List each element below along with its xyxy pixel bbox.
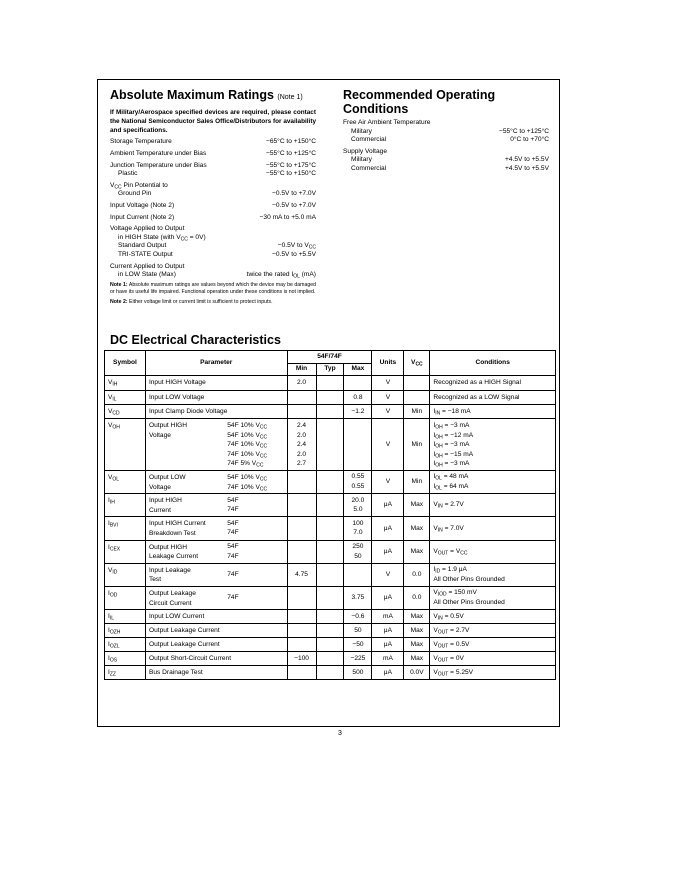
cell-vcc: Min bbox=[404, 419, 430, 471]
table-row bbox=[105, 624, 556, 638]
cell-vcc: Max bbox=[404, 517, 430, 540]
header-min: Min bbox=[287, 363, 316, 376]
table-row bbox=[105, 652, 556, 666]
amr-warning: If Military/Aerospace specified devices are required, please contact the National Semiconductor Sales Office/Distributors for availability and specifications. bbox=[110, 109, 316, 134]
cell-min bbox=[287, 391, 316, 405]
table-row bbox=[105, 586, 556, 609]
cell-max: 20.0 5.0 bbox=[344, 494, 372, 517]
header-max: Max bbox=[344, 363, 372, 376]
cell-units: μA bbox=[372, 666, 404, 680]
cell-conditions: $V_{OUT} = 2.7V$ bbox=[430, 624, 556, 638]
roc-row: Free Air Ambient Temperature bbox=[343, 119, 431, 126]
cell-min bbox=[287, 405, 316, 419]
content-frame bbox=[97, 79, 560, 727]
table-row bbox=[105, 638, 556, 652]
cell-variant: 74F bbox=[224, 563, 287, 586]
cell-symbol: $I_{BVI}$ bbox=[105, 517, 146, 540]
cell-min bbox=[287, 494, 316, 517]
cell-vcc: Max bbox=[404, 652, 430, 666]
cell-symbol: $I_{ZZ}$ bbox=[105, 666, 146, 680]
cell-parameter: Output Leakage Current bbox=[145, 638, 287, 652]
cell-conditions: Recognized as a HIGH Signal bbox=[430, 376, 556, 391]
amr-row: Storage Temperature −65°C to +150°C bbox=[110, 138, 316, 146]
cell-max: 3.75 bbox=[344, 586, 372, 609]
cell-min bbox=[287, 517, 316, 540]
header-conditions: Conditions bbox=[430, 351, 556, 376]
cell-units: mA bbox=[372, 652, 404, 666]
cell-max: 0.8 bbox=[344, 391, 372, 405]
cell-vcc bbox=[404, 391, 430, 405]
table-row bbox=[105, 419, 556, 471]
cell-units: V bbox=[372, 391, 404, 405]
cell-parameter: Output HIGH Leakage Current bbox=[145, 540, 224, 563]
amr-row: Input Voltage (Note 2) −0.5V to +7.0V bbox=[110, 201, 316, 209]
cell-min bbox=[287, 666, 316, 680]
cell-vcc bbox=[404, 376, 430, 391]
cell-vcc: Max bbox=[404, 624, 430, 638]
cell-min: 2.0 bbox=[287, 376, 316, 391]
cell-conditions: $I_{OL} = 48$ mA $I_{OL} = 64$ mA bbox=[430, 470, 556, 493]
cell-parameter: Output Leakage Circuit Current bbox=[145, 586, 224, 609]
cell-conditions: $V_{OUT} = V_{CC}$ bbox=[430, 540, 556, 563]
amr-row: in LOW State (Max) twice the rated $I_{OL}$ (mA) bbox=[118, 271, 316, 280]
cell-symbol: $V_{IH}$ bbox=[105, 376, 146, 391]
amr-row: Input Current (Note 2) −30 mA to +5.0 mA bbox=[110, 213, 316, 221]
cell-max: −1.2 bbox=[344, 405, 372, 419]
table-row bbox=[105, 470, 556, 493]
cell-typ bbox=[316, 376, 344, 391]
cell-symbol: $I_{OZH}$ bbox=[105, 624, 146, 638]
table-row bbox=[105, 391, 556, 405]
cell-typ bbox=[316, 470, 344, 493]
cell-variant: 74F bbox=[224, 586, 287, 609]
dc-characteristics-table bbox=[104, 350, 556, 680]
note-2: Note 2: Either voltage limit or current limit is sufficient to protect inputs. bbox=[110, 298, 273, 305]
cell-parameter: Output Short-Circuit Current bbox=[145, 652, 287, 666]
cell-units: V bbox=[372, 376, 404, 391]
cell-conditions: $I_{ID} = 1.9$ μA All Other Pins Grounded bbox=[430, 563, 556, 586]
table-row bbox=[105, 405, 556, 419]
cell-typ bbox=[316, 419, 344, 471]
cell-symbol: $V_{CD}$ bbox=[105, 405, 146, 419]
cell-typ bbox=[316, 610, 344, 624]
cell-symbol: $I_{OS}$ bbox=[105, 652, 146, 666]
cell-vcc: Min bbox=[404, 470, 430, 493]
amr-row: $V_{CC}$ Pin Potential to bbox=[110, 181, 168, 191]
amr-row: Junction Temperature under Bias −55°C to +175°C bbox=[110, 161, 316, 169]
cell-conditions: Recognized as a LOW Signal bbox=[430, 391, 556, 405]
amr-title: Absolute Maximum Ratings (Note 1) bbox=[110, 88, 303, 102]
cell-symbol: $I_{OZL}$ bbox=[105, 638, 146, 652]
roc-row: Military +4.5V to +5.5V bbox=[351, 156, 549, 164]
cell-vcc: Max bbox=[404, 610, 430, 624]
dc-title: DC Electrical Characteristics bbox=[110, 333, 281, 347]
cell-variant: 54F 74F bbox=[224, 494, 287, 517]
amr-row: Current Applied to Output bbox=[110, 262, 185, 270]
cell-parameter: Input HIGH Current Breakdown Test bbox=[145, 517, 224, 540]
cell-max: −225 bbox=[344, 652, 372, 666]
header-parameter: Parameter bbox=[145, 351, 287, 376]
cell-units: μA bbox=[372, 494, 404, 517]
cell-min bbox=[287, 470, 316, 493]
cell-min: 4.75 bbox=[287, 563, 316, 586]
cell-vcc: Max bbox=[404, 494, 430, 517]
header-units: Units bbox=[372, 351, 404, 376]
cell-symbol: $V_{ID}$ bbox=[105, 563, 146, 586]
cell-vcc: 0.0 bbox=[404, 563, 430, 586]
cell-max: 100 7.0 bbox=[344, 517, 372, 540]
cell-min bbox=[287, 638, 316, 652]
page-number: 3 bbox=[338, 730, 342, 737]
cell-units: μA bbox=[372, 586, 404, 609]
cell-typ bbox=[316, 638, 344, 652]
cell-symbol: $I_{IH}$ bbox=[105, 494, 146, 517]
cell-parameter: Input HIGH Current bbox=[145, 494, 224, 517]
table-row bbox=[105, 666, 556, 680]
cell-units: μA bbox=[372, 624, 404, 638]
amr-row: TRI-STATE Output −0.5V to +5.5V bbox=[118, 250, 316, 258]
cell-conditions: $V_{IN} = 0.5V$ bbox=[430, 610, 556, 624]
cell-symbol: $I_{IL}$ bbox=[105, 610, 146, 624]
cell-min bbox=[287, 624, 316, 638]
cell-max: 0.55 0.55 bbox=[344, 470, 372, 493]
header-typ: Typ bbox=[316, 363, 344, 376]
header-symbol: Symbol bbox=[105, 351, 146, 376]
cell-typ bbox=[316, 652, 344, 666]
cell-min bbox=[287, 610, 316, 624]
cell-min bbox=[287, 540, 316, 563]
cell-variant: 54F 10% $V_{CC}$ 54F 10% $V_{CC}$ 74F 10% $V_{CC}$ 74F 10% $V_{CC}$ 74F 5% $V_{CC}$ bbox=[224, 419, 287, 471]
absolute-maximum-ratings bbox=[110, 88, 316, 306]
amr-row: Ground Pin −0.5V to +7.0V bbox=[118, 190, 316, 198]
table-row bbox=[105, 610, 556, 624]
table-row bbox=[105, 563, 556, 586]
cell-parameter: Input Leakage Test bbox=[145, 563, 224, 586]
roc-row: Supply Voltage bbox=[343, 147, 387, 155]
cell-parameter: Input LOW Voltage bbox=[145, 391, 287, 405]
cell-vcc: 0.0V bbox=[404, 666, 430, 680]
roc-row: Military −55°C to +125°C bbox=[351, 127, 549, 135]
recommended-operating-conditions bbox=[343, 88, 549, 174]
cell-parameter: Bus Drainage Test bbox=[145, 666, 287, 680]
cell-parameter: Input HIGH Voltage bbox=[145, 376, 287, 391]
cell-units: μA bbox=[372, 540, 404, 563]
cell-max: 500 bbox=[344, 666, 372, 680]
cell-vcc: Max bbox=[404, 638, 430, 652]
amr-row: Ambient Temperature under Bias −55°C to +125°C bbox=[110, 149, 316, 157]
cell-conditions: $V_{OUT} = 0.5V$ bbox=[430, 638, 556, 652]
cell-max: −50 bbox=[344, 638, 372, 652]
roc-row: Commercial 0°C to +70°C bbox=[351, 136, 549, 144]
header-vcc: $V_{CC}$ bbox=[404, 351, 430, 376]
amr-row: Plastic −55°C to +150°C bbox=[118, 170, 316, 178]
cell-vcc: Min bbox=[404, 405, 430, 419]
cell-max bbox=[344, 563, 372, 586]
cell-units: V bbox=[372, 405, 404, 419]
cell-units: μA bbox=[372, 517, 404, 540]
cell-max bbox=[344, 376, 372, 391]
cell-max bbox=[344, 419, 372, 471]
cell-symbol: $V_{OH}$ bbox=[105, 419, 146, 471]
cell-conditions: $V_{IN} = 2.7V$ bbox=[430, 494, 556, 517]
cell-variant: 54F 74F bbox=[224, 540, 287, 563]
amr-row: in HIGH State (with $V_{CC} = 0V$) bbox=[118, 233, 206, 243]
cell-symbol: $I_{OD}$ bbox=[105, 586, 146, 609]
table-row bbox=[105, 376, 556, 391]
cell-typ bbox=[316, 666, 344, 680]
cell-conditions: $V_{OUT} = 5.25V$ bbox=[430, 666, 556, 680]
cell-conditions: $V_{IOD} = 150$ mV All Other Pins Grounded bbox=[430, 586, 556, 609]
cell-vcc: Max bbox=[404, 540, 430, 563]
cell-typ bbox=[316, 517, 344, 540]
cell-typ bbox=[316, 624, 344, 638]
cell-units: V bbox=[372, 563, 404, 586]
cell-variant: 54F 74F bbox=[224, 517, 287, 540]
cell-max: −0.6 bbox=[344, 610, 372, 624]
cell-symbol: $I_{CEX}$ bbox=[105, 540, 146, 563]
cell-min bbox=[287, 586, 316, 609]
cell-typ bbox=[316, 586, 344, 609]
cell-units: μA bbox=[372, 638, 404, 652]
cell-conditions: $I_{OH} = -3$ mA $I_{OH} = -12$ mA $I_{OH} = -3$ mA $I_{OH} = -15$ mA $I_{OH} = -3$ mA bbox=[430, 419, 556, 471]
cell-parameter: Input LOW Current bbox=[145, 610, 287, 624]
cell-typ bbox=[316, 540, 344, 563]
cell-typ bbox=[316, 494, 344, 517]
cell-symbol: $V_{OL}$ bbox=[105, 470, 146, 493]
note-1: Note 1: Absolute maximum ratings are values beyond which the device may be damaged or have its useful life impaired. Functional operation under these conditions is not implied. bbox=[110, 281, 316, 296]
cell-units: mA bbox=[372, 610, 404, 624]
cell-parameter: Input Clamp Diode Voltage bbox=[145, 405, 287, 419]
roc-title: Recommended Operating Conditions bbox=[343, 88, 496, 116]
cell-variant: 54F 10% $V_{CC}$ 74F 10% $V_{CC}$ bbox=[224, 470, 287, 493]
cell-conditions: $I_{IN} = -18$ mA bbox=[430, 405, 556, 419]
cell-typ bbox=[316, 391, 344, 405]
cell-parameter: Output LOW Voltage bbox=[145, 470, 224, 493]
cell-max: 50 bbox=[344, 624, 372, 638]
table-row bbox=[105, 517, 556, 540]
cell-typ bbox=[316, 563, 344, 586]
table-row bbox=[105, 494, 556, 517]
header-group: 54F/74F bbox=[287, 351, 372, 364]
roc-row: Commercial +4.5V to +5.5V bbox=[351, 164, 549, 172]
cell-min: −100 bbox=[287, 652, 316, 666]
cell-parameter: Output HIGH Voltage bbox=[145, 419, 224, 471]
amr-row: Voltage Applied to Output bbox=[110, 225, 185, 233]
cell-typ bbox=[316, 405, 344, 419]
cell-min: 2.4 2.0 2.4 2.0 2.7 bbox=[287, 419, 316, 471]
amr-row: Standard Output −0.5V to $V_{CC}$ bbox=[118, 242, 316, 251]
cell-units: V bbox=[372, 419, 404, 471]
cell-vcc: 0.0 bbox=[404, 586, 430, 609]
cell-conditions: $V_{IN} = 7.0V$ bbox=[430, 517, 556, 540]
table-header-row bbox=[105, 351, 556, 364]
cell-symbol: $V_{IL}$ bbox=[105, 391, 146, 405]
cell-max: 250 50 bbox=[344, 540, 372, 563]
table-row bbox=[105, 540, 556, 563]
cell-units: V bbox=[372, 470, 404, 493]
cell-parameter: Output Leakage Current bbox=[145, 624, 287, 638]
cell-conditions: $V_{OUT} = 0V$ bbox=[430, 652, 556, 666]
